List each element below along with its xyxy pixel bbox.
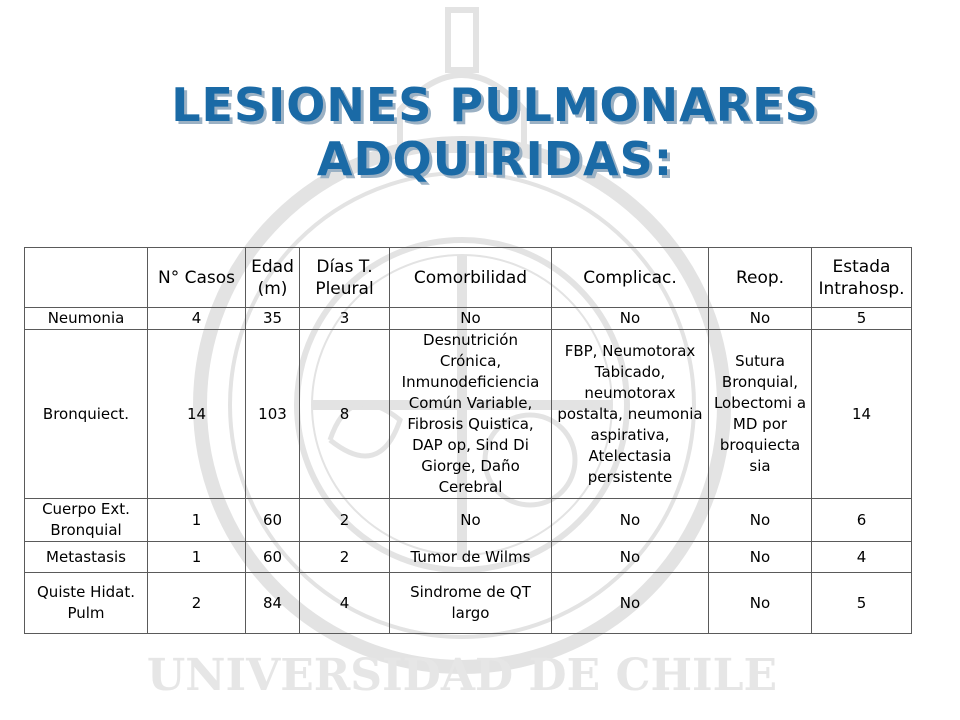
header-comorbilidad: Comorbilidad	[390, 248, 552, 308]
header-reop: Reop.	[709, 248, 812, 308]
row-label: Metastasis	[25, 542, 148, 573]
cell-reop: No	[709, 542, 812, 573]
cell-comorbilidad: No	[390, 308, 552, 330]
results-table	[24, 247, 912, 634]
cell-complicac: No	[552, 542, 709, 573]
header-casos: N° Casos	[148, 248, 246, 308]
title-line-2: ADQUIRIDAS:	[316, 132, 674, 186]
header-edad: Edad (m)	[246, 248, 300, 308]
cell-complicac: FBP, Neumotorax Tabicado, neumotorax postalta, neumonia aspirativa, Atelectasia persistente	[552, 330, 709, 499]
cell-estada: 5	[812, 573, 912, 634]
cell-complicac: No	[552, 573, 709, 634]
cell-edad: 84	[246, 573, 300, 634]
cell-complicac: No	[552, 308, 709, 330]
cell-dias: 3	[300, 308, 390, 330]
cell-edad: 103	[246, 330, 300, 499]
cell-comorbilidad: Desnutrición Crónica, Inmunodeficiencia Común Variable, Fibrosis Quistica, DAP op, Sind Di Giorge, Daño Cerebral	[390, 330, 552, 499]
cell-comorbilidad: No	[390, 499, 552, 542]
header-complicac: Complicac.	[552, 248, 709, 308]
cell-casos: 1	[148, 499, 246, 542]
slide-title	[0, 78, 960, 186]
cell-dias: 8	[300, 330, 390, 499]
cell-dias: 4	[300, 573, 390, 634]
cell-complicac: No	[552, 499, 709, 542]
cell-estada: 5	[812, 308, 912, 330]
table-header-row	[25, 248, 912, 308]
row-label: Neumonia	[25, 308, 148, 330]
cell-estada: 4	[812, 542, 912, 573]
cell-edad: 60	[246, 542, 300, 573]
cell-edad: 35	[246, 308, 300, 330]
cell-estada: 6	[812, 499, 912, 542]
cell-reop: No	[709, 308, 812, 330]
row-label: Cuerpo Ext. Bronquial	[25, 499, 148, 542]
cell-casos: 1	[148, 542, 246, 573]
row-label: Bronquiect.	[25, 330, 148, 499]
cell-casos: 4	[148, 308, 246, 330]
header-dias: Días T. Pleural	[300, 248, 390, 308]
row-label: Quiste Hidat. Pulm	[25, 573, 148, 634]
table-row	[25, 542, 912, 573]
header-cell-empty	[25, 248, 148, 308]
cell-edad: 60	[246, 499, 300, 542]
cell-dias: 2	[300, 542, 390, 573]
cell-comorbilidad: Tumor de Wilms	[390, 542, 552, 573]
header-estada: Estada Intrahosp.	[812, 248, 912, 308]
cell-estada: 14	[812, 330, 912, 499]
table-row	[25, 308, 912, 330]
table-row	[25, 499, 912, 542]
cell-comorbilidad: Sindrome de QT largo	[390, 573, 552, 634]
cell-casos: 14	[148, 330, 246, 499]
cell-reop: Sutura Bronquial, Lobectomi a MD por broquiecta sia	[709, 330, 812, 499]
table-row	[25, 330, 912, 499]
cell-reop: No	[709, 499, 812, 542]
cell-reop: No	[709, 573, 812, 634]
cell-dias: 2	[300, 499, 390, 542]
cell-casos: 2	[148, 573, 246, 634]
table-row	[25, 573, 912, 634]
title-line-1: LESIONES PULMONARES	[171, 78, 819, 132]
watermark-text: UNIVERSIDAD DE CHILE	[146, 650, 778, 701]
